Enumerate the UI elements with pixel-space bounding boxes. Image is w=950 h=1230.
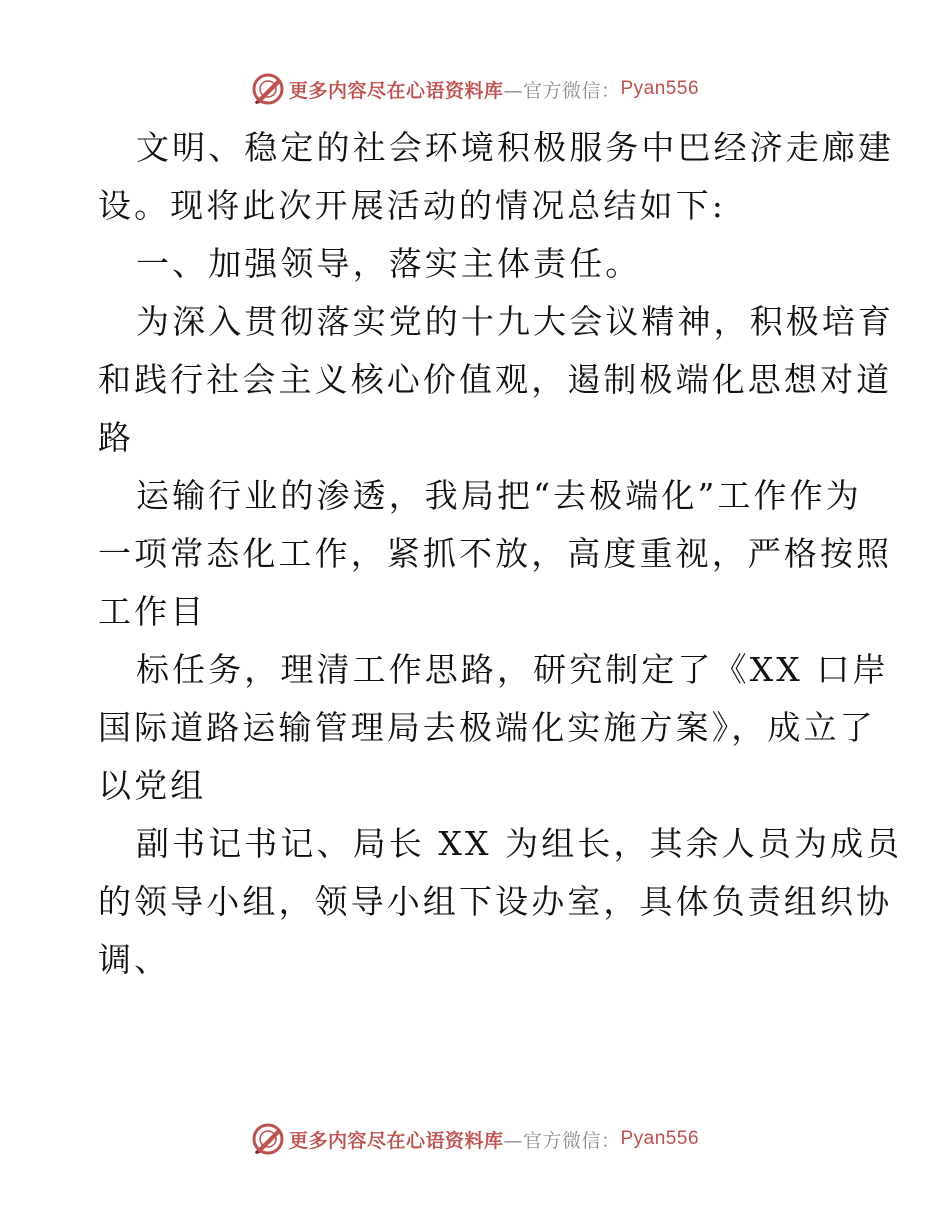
text-line: 一项常态化工作，紧抓不放，高度重视，严格按照: [98, 534, 893, 573]
text-line: 设。现将此次开展活动的情况总结如下:: [98, 186, 726, 225]
watermark-grey-text: —官方微信：: [503, 79, 621, 102]
text-line: 副书记书记、局长 XX 为组长，其余人员为成员: [136, 824, 903, 863]
text-line: 和践行社会主义核心价值观，遏制极端化思想对道: [98, 360, 893, 399]
header-watermark: [0, 72, 950, 106]
heading-line: 一、加强领导，落实主体责任。: [136, 244, 642, 283]
watermark-brand: Pyan556: [620, 1128, 700, 1149]
pen-circle-logo-icon: [251, 1122, 285, 1156]
paragraph-1: [98, 119, 895, 235]
watermark-red-text: 更多内容尽在心语资料库: [288, 79, 504, 102]
text-line: 运输行业的渗透，我局把“去极端化”工作作为: [136, 476, 862, 515]
text-line: 为深入贯彻落实党的十九大会议精神，积极培育: [136, 302, 895, 341]
pen-circle-logo-icon: [251, 72, 285, 106]
text-line: 工作目: [98, 592, 207, 631]
text-line: 标任务，理清工作思路，研究制定了《XX 口岸: [136, 650, 889, 689]
text-line: 调、: [98, 940, 171, 979]
paragraph-4: [98, 641, 889, 815]
document-body: [98, 119, 903, 989]
paragraph-3: [98, 467, 893, 641]
text-line: 文明、稳定的社会环境积极服务中巴经济走廊建: [136, 128, 895, 167]
paragraph-2: [98, 293, 895, 467]
watermark-red-text: 更多内容尽在心语资料库: [288, 1129, 504, 1152]
section-heading: [98, 235, 858, 293]
text-line: 以党组: [98, 766, 207, 805]
watermark-brand: Pyan556: [620, 78, 700, 99]
text-line: 的领导小组，领导小组下设办室，具体负责组织协: [98, 882, 893, 921]
text-line: 路: [98, 418, 135, 457]
footer-watermark: [0, 1122, 950, 1156]
watermark-grey-text: —官方微信：: [503, 1129, 621, 1152]
paragraph-5: [98, 815, 903, 989]
text-line: 国际道路运输管理局去极端化实施方案》，成立了: [98, 708, 876, 747]
